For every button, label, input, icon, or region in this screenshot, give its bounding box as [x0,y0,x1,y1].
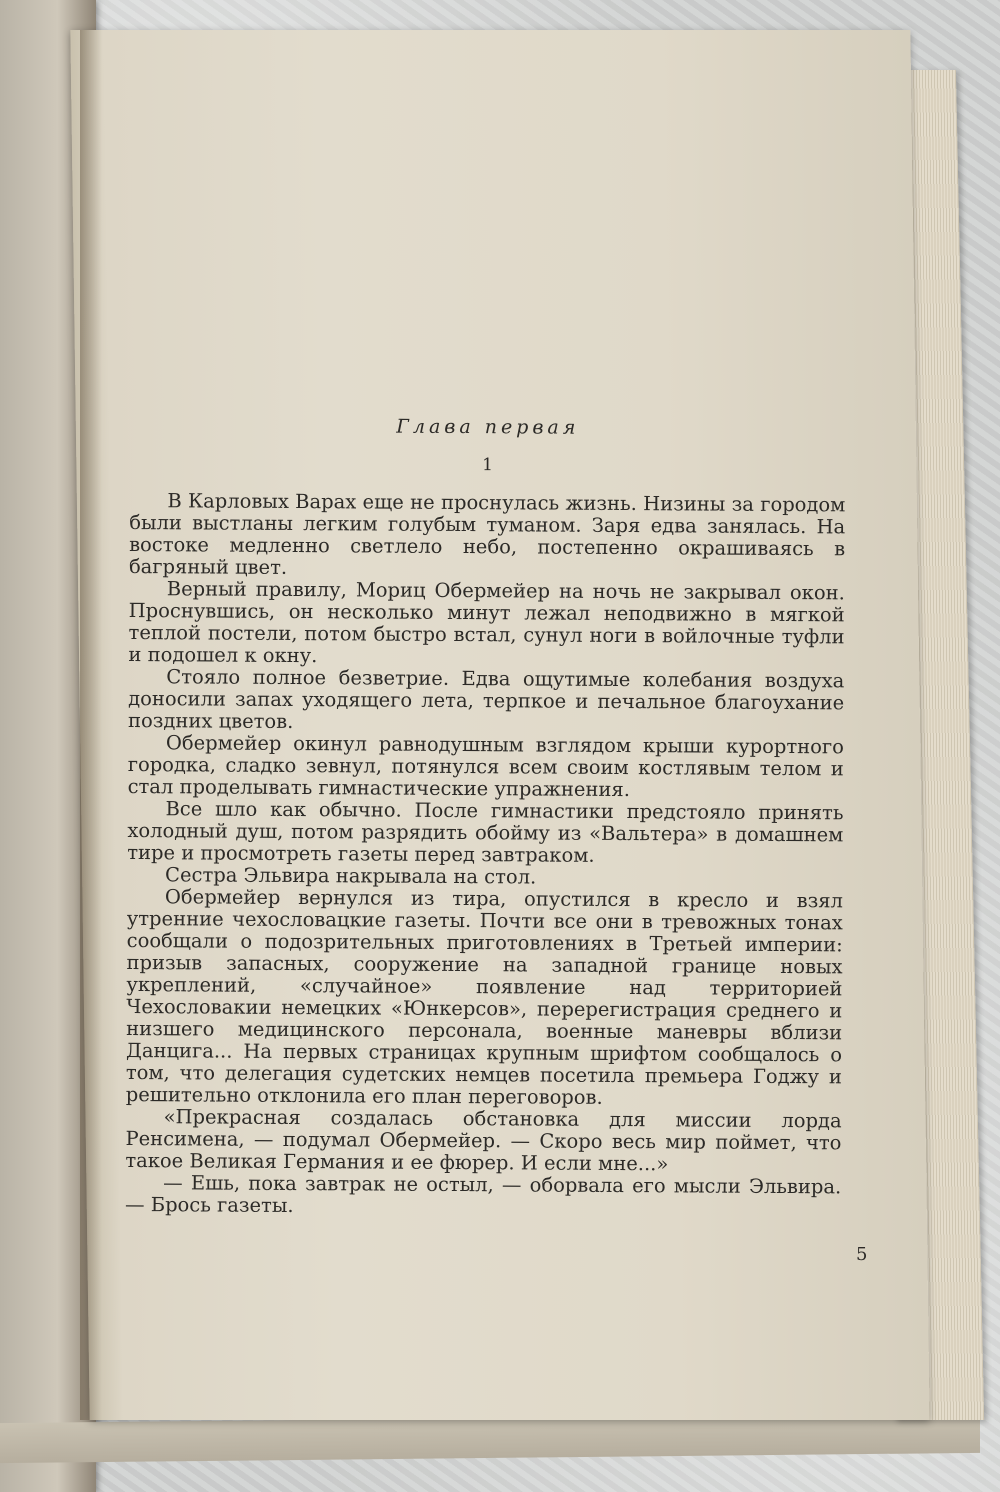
paragraph: Обермейер вернулся из тира, опустился в кресло и взял утренние чехословацкие газеты. Почти все они в тревожных тонах сообщали о подозрительных приготовлениях в Третьей империи: призыв запасных, сооружение на западной границе новых укреплений, «случайное» появление над территорией Чехословакии немецких «Юнкерсов», перерегистрация среднего и низшего медицинского персонала, военные маневры вблизи Данцига... На первых страницах крупным шрифтом сообщалось о том, что делегация судетских немцев посетила премьера Годжу и решительно отклонила его план переговоров. [125,885,844,1109]
gutter-shadow [80,30,102,1420]
paragraph: Обермейер окинул равнодушным взглядом крыши курортного городка, сладко зевнул, потянулся всем своим костлявым телом и стал проделывать гимнастические упражнения. [127,731,844,802]
section-number: 1 [482,455,494,476]
paragraph: «Прекрасная создалась обстановка для миссии лорда Ренсимена, — подумал Обермейер. — Скоро весь мир поймет, что такое Великая Германия и ее фюрер. И если мне...» [125,1105,842,1176]
page-text-block [125,400,846,1220]
paragraph: Все шло как обычно. После гимнастики предстояло принять холодный душ, потом разрядить обойму из «Вальтера» в домашнем тире и просмотреть газеты перед завтраком. [127,797,844,867]
chapter-title: Глава первая [396,415,580,439]
paragraph: Сестра Эльвира накрывала на стол. [165,863,537,889]
paragraph: Стояло полное безветрие. Едва ощутимые колебания воздуха доносили запах уходящего лета, терпкое и печальное благоухание поздних цветов. [127,665,845,734]
paragraph: Верный правилу, Мориц Обермейер на ночь не закрывал окон. Проснувшись, он несколько минут лежал неподвижно в мягкой теплой постели, потом быстро встал, сунул ноги в войлочные туфли и подошел к окну. [128,577,845,668]
paragraph: В Карловых Варах еще не проснулась жизнь. Низины за городом были выстланы легким голубым туманом. Заря едва занялась. На востоке медленно светлело небо, постепенно окрашиваясь в багряный цвет. [128,489,846,579]
page-number: 5 [856,1244,868,1265]
paragraph: — Ешь, пока завтрак не остыл, — оборвала его мысли Эльвира. — Брось газеты. [125,1171,842,1218]
